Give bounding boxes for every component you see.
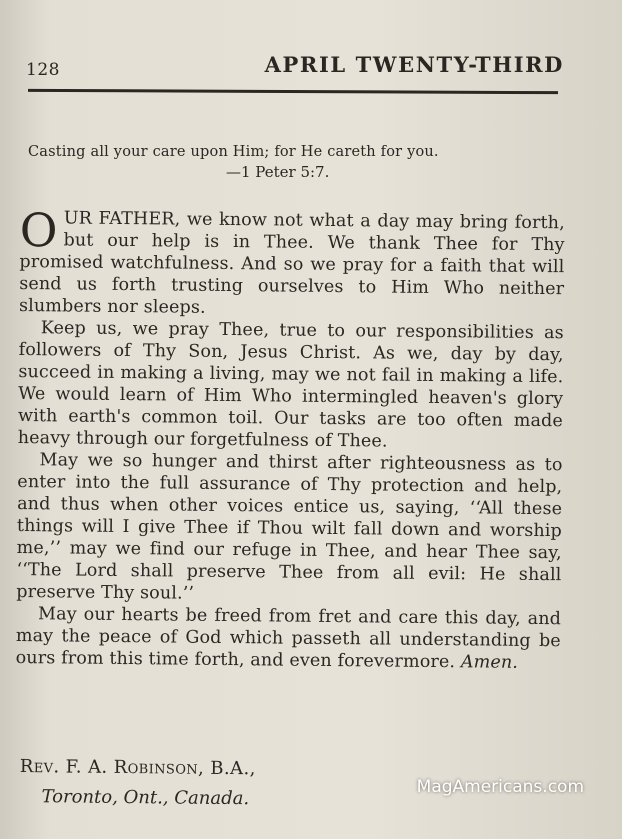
header-rule [28, 89, 558, 94]
epigraph-reference: —1 Peter 5:7. [226, 163, 330, 181]
prayer-paragraph-text: , we know not what a day may bring forth, but our help is in Thee. We thank Thee for Thy promised watchfulness. And so we pray for a faith that will send us forth trusting ourselves to Him Who neither slumbers nor sleeps. [18, 209, 565, 318]
prayer-paragraph-text: May our hearts be freed from fret and care this day, and may the peace of God which passeth all understanding be ours from this time forth, and even forevermore. [15, 604, 562, 673]
drop-cap: O [19, 203, 58, 258]
site-watermark: MagAmericans.com [416, 777, 584, 797]
running-title: APRIL TWENTY-THIRD [264, 52, 564, 77]
prayer-paragraph: Keep us, we pray Thee, true to our responsibilities as followers of Thy Son, Jesus Christ. As we, day by day, succeed in making a living, may we not fail in making a life. We would learn of Him Who intermingled heaven's glory with earth's common toil. Our tasks are too often made heavy through our forgetfulness of Thee. [17, 318, 564, 452]
prayer-body [15, 203, 565, 674]
epigraph [28, 142, 568, 182]
prayer-opening-words: UR FATHER [63, 208, 175, 230]
page-number: 128 [26, 60, 60, 80]
page-header [26, 52, 564, 84]
author-signature [19, 752, 380, 815]
prayer-paragraph [18, 203, 565, 322]
author-name: Rev. F. A. Robinson, B.A., [19, 755, 256, 780]
prayer-paragraph [16, 603, 562, 674]
prayer-paragraph: May we so hunger and thirst after righteousness as to enter into the full assurance of Thy protection and help, and thus when other voices entice us, saying, ‘‘All these things will I give Thee if Thou wilt fall down and worship me,’’ may we find our refuge in Thee, and hear Thee say, ‘‘The Lord shall preserve Thee from all evil: He shall preserve Thy soul.’’ [16, 450, 563, 604]
epigraph-verse: Casting all your care upon Him; for He careth for you. [28, 144, 439, 160]
author-location: Toronto, Ont., Canada. [41, 786, 250, 810]
amen: Amen. [460, 652, 519, 673]
